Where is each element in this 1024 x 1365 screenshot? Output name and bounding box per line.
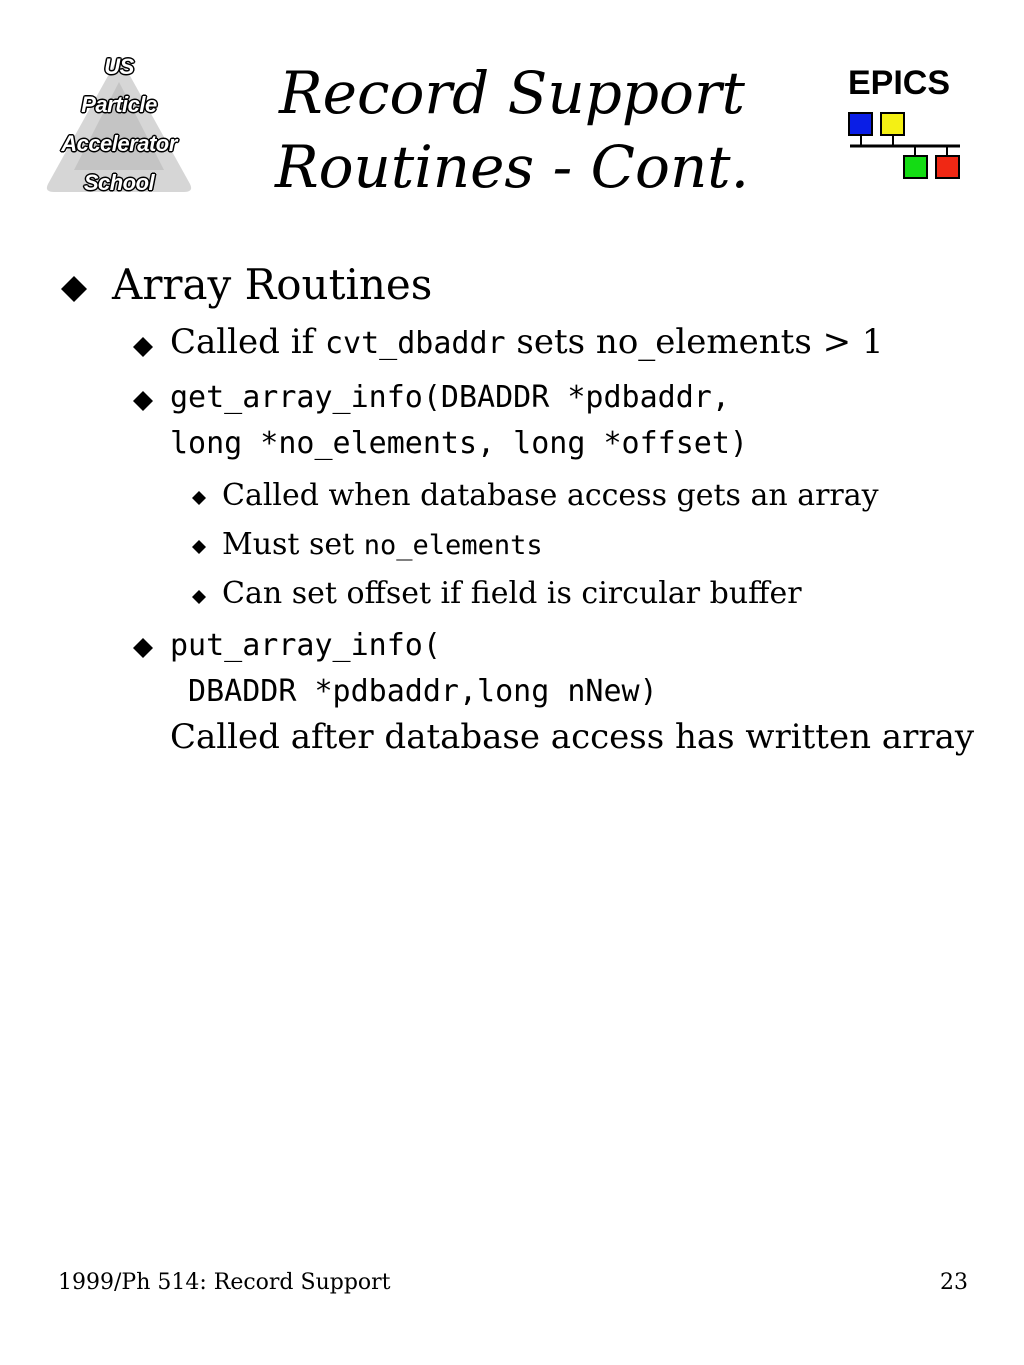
get-array-info-signature-line-1: get_array_info(DBADDR *pdbaddr,	[170, 380, 730, 415]
diamond-bullet-icon	[132, 390, 154, 412]
sets-no-elements-text: sets no_elements > 1	[505, 322, 884, 362]
epics-red-square	[936, 156, 959, 178]
slide-title-line-1: Record Support	[279, 59, 745, 127]
uspas-logo-line-school: School	[83, 170, 155, 195]
epics-yellow-square	[881, 113, 904, 135]
put-array-info-description: Called after database access has written array	[170, 717, 975, 757]
epics-blue-square	[849, 113, 872, 135]
epics-network-icon	[846, 108, 966, 184]
no-elements-code: no_elements	[363, 530, 543, 561]
get-sub-item-can-set-offset: Can set offset if field is circular buffer	[222, 576, 802, 611]
must-set-text: Must set	[222, 527, 364, 562]
uspas-logo-line-us: US	[104, 54, 134, 79]
diamond-bullet-icon	[132, 637, 154, 659]
bullet-array-routines: Array Routines	[112, 260, 433, 309]
uspas-logo	[44, 52, 194, 204]
diamond-bullet-icon	[132, 336, 154, 358]
bullet-called-if	[170, 322, 884, 362]
get-array-info-signature-line-2: long *no_elements, long *offset)	[170, 426, 748, 461]
called-if-text: Called if	[170, 322, 325, 362]
diamond-bullet-icon	[191, 490, 207, 506]
slide-title	[250, 56, 774, 204]
epics-logo	[846, 64, 966, 184]
get-sub-item-must-set	[222, 527, 543, 562]
diamond-bullet-icon	[191, 539, 207, 555]
epics-green-square	[904, 156, 927, 178]
slide-title-line-2: Routines - Cont.	[274, 133, 750, 201]
diamond-bullet-icon	[60, 275, 88, 303]
get-sub-item-called-when: Called when database access gets an array	[222, 478, 879, 513]
uspas-logo-line-particle: Particle	[81, 92, 157, 117]
footer-course-label: 1999/Ph 514: Record Support	[58, 1270, 391, 1295]
cvt-dbaddr-code: cvt_dbaddr	[325, 326, 506, 361]
put-array-info-signature-line-2: DBADDR *pdbaddr,long nNew)	[170, 674, 658, 709]
footer-page-number: 23	[940, 1270, 968, 1295]
uspas-logo-line-accelerator: Accelerator	[61, 131, 177, 156]
diamond-bullet-icon	[191, 589, 207, 605]
put-array-info-signature-line-1: put_array_info(	[170, 628, 441, 663]
epics-logo-text: EPICS	[848, 64, 951, 102]
